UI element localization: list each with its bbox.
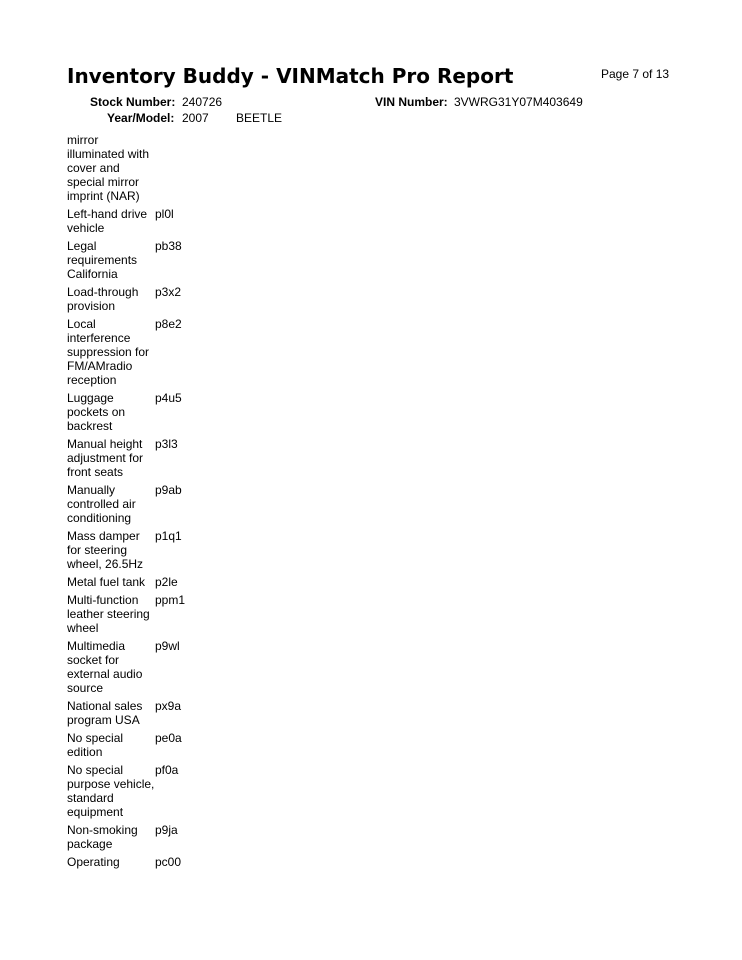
item-code: p8e2 (155, 317, 182, 331)
item-description: Manual height adjustment for front seats (67, 437, 144, 479)
item-description: Load-through provision (67, 285, 139, 313)
stock-number-value: 240726 (182, 95, 223, 109)
item-code: p2le (155, 575, 178, 589)
vin-number-label: VIN Number: (375, 95, 448, 109)
list-item (67, 593, 207, 635)
model-value: BEETLE (236, 111, 283, 125)
item-code: p9ja (155, 823, 178, 837)
item-code: p3l3 (155, 437, 178, 451)
item-description: Multi-function leather steering wheel (67, 593, 150, 635)
item-description: Manually controlled air conditioning (67, 483, 136, 525)
item-description: Local interference suppression for FM/AMradio reception (67, 317, 150, 387)
item-code: p9ab (155, 483, 182, 497)
list-item (67, 639, 207, 695)
item-description: Non-smoking package (67, 823, 138, 851)
item-code: p1q1 (155, 529, 182, 543)
item-code: pe0a (155, 731, 182, 745)
list-item (67, 239, 207, 281)
list-item (67, 437, 207, 479)
list-item (67, 483, 207, 525)
list-item (67, 285, 207, 313)
item-code: pf0a (155, 763, 179, 777)
item-description: Left-hand drive vehicle (67, 207, 148, 235)
item-description: Luggage pockets on backrest (67, 391, 126, 433)
list-item (67, 133, 207, 203)
item-description: Mass damper for steering wheel, 26.5Hz (67, 529, 144, 571)
item-code: pc00 (155, 855, 182, 869)
list-item (67, 731, 207, 759)
list-item (67, 317, 207, 387)
item-description: No special purpose vehicle, standard equipment (67, 763, 155, 819)
equipment-list (67, 133, 207, 873)
list-item (67, 575, 207, 589)
list-item (67, 391, 207, 433)
item-code: pl0l (155, 207, 174, 221)
item-description: National sales program USA (67, 699, 143, 727)
item-code: p3x2 (155, 285, 182, 299)
list-item (67, 529, 207, 571)
year-value: 2007 (182, 111, 209, 125)
stock-number-label: Stock Number: (90, 95, 176, 109)
list-item (67, 207, 207, 235)
item-code: pb38 (155, 239, 182, 253)
item-description: mirror illuminated with cover and special mirror imprint (NAR) (67, 133, 150, 203)
item-code: p9wl (155, 639, 180, 653)
year-model-label: Year/Model: (107, 111, 175, 125)
item-description: Legal requirements California (67, 239, 138, 281)
list-item (67, 855, 207, 869)
item-code (155, 133, 205, 203)
item-code: p4u5 (155, 391, 182, 405)
list-item (67, 763, 207, 819)
item-description: Multimedia socket for external audio source (67, 639, 143, 695)
report-title: Inventory Buddy - VINMatch Pro Report (67, 64, 514, 88)
item-code: ppm1 (155, 593, 186, 607)
item-description: Metal fuel tank (67, 575, 146, 589)
list-item (67, 699, 207, 727)
item-description: Operating (67, 855, 120, 869)
item-code: px9a (155, 699, 182, 713)
vin-number-value: 3VWRG31Y07M403649 (454, 95, 583, 109)
page-number: Page 7 of 13 (601, 67, 670, 81)
item-description: No special edition (67, 731, 124, 759)
list-item (67, 823, 207, 851)
